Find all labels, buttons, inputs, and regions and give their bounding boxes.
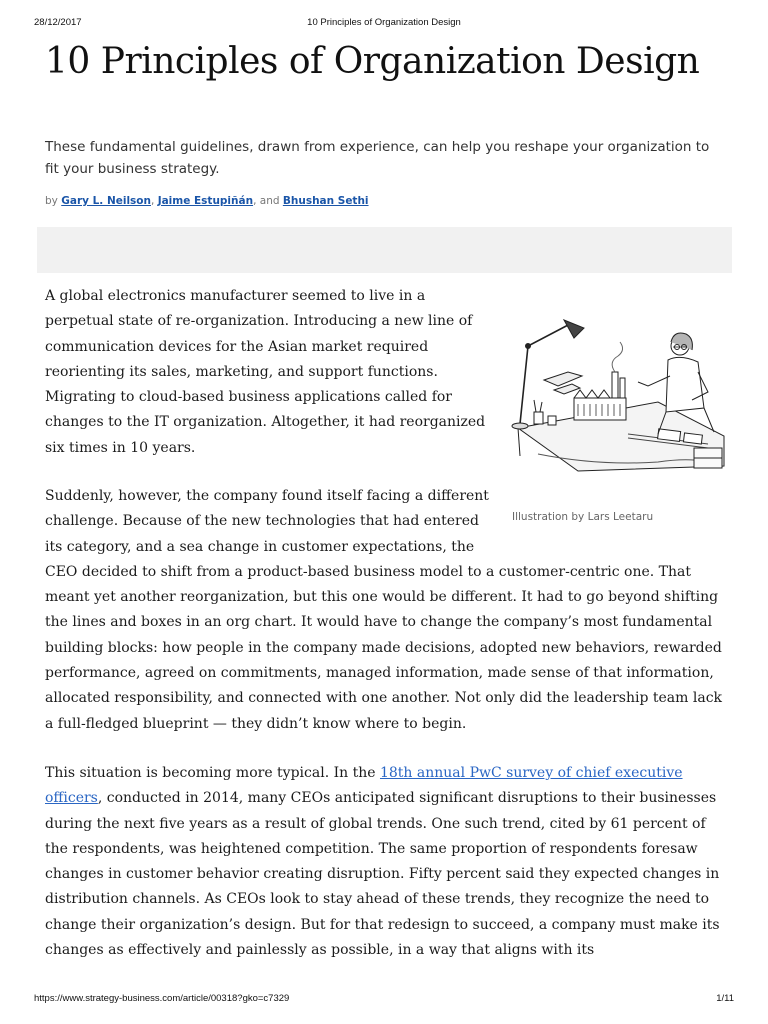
illustration-wrap-space	[490, 484, 730, 559]
article-subtitle: These fundamental guidelines, drawn from experience, can help you reshape your organization to fit your business strategy.	[45, 139, 710, 177]
print-date: 28/12/2017	[34, 17, 82, 28]
print-url: https://www.strategy-business.com/article/00318?gko=c7329	[34, 993, 290, 1004]
print-header	[0, 17, 768, 31]
paragraph-1: A global electronics manufacturer seemed to live in a perpetual state of re-organization. Introducing a new line of communication devices for the Asian market required reorienting its sales, marketing, and support functions. Migrating to cloud-based business applications called for changes to the IT organization. Altogether, it had reorganized six times in 10 years.	[45, 288, 486, 456]
author-link-neilson[interactable]: Gary L. Neilson	[61, 195, 151, 207]
print-footer	[0, 993, 768, 1007]
paragraph-2-text: Suddenly, however, the company found itself facing a different challenge. Because of the new technologies that had entered its category, and a sea change in customer expectations, the CEO decided to shift from a product-based business model to a customer-centric one. That meant yet another reorganization, but this one would be different. It had to go beyond shifting the lines and boxes in an org chart. It would have to change the company’s most fundamental building blocks: how people in the company made decisions, adopted new behaviors, rewarded performance, agreed on commitments, managed information, made sense of that information, allocated responsibility, and connected with one another. Not only did the leadership team lack a full-fledged blueprint — they didn’t know where to begin.	[45, 488, 723, 732]
byline-separator: , and	[253, 195, 280, 207]
byline	[45, 195, 369, 207]
paragraph-2	[45, 484, 730, 737]
byline-prefix: by	[45, 195, 58, 207]
page-number: 1/11	[716, 993, 734, 1004]
article-illustration	[508, 316, 726, 476]
paragraph-3-lead: This situation is becoming more typical. In the	[45, 765, 380, 781]
article-title: 10 Principles of Organization Design	[45, 41, 700, 82]
byline-separator: ,	[151, 195, 155, 207]
paragraph-3-rest: , conducted in 2014, many CEOs anticipated significant disruptions to their businesses during the next five years as a result of global trends. One such trend, cited by 61 percent of the respondents, was heightened competition. The same proportion of respondents foresaw changes in customer behavior creating disruption. Fifty percent said they expected changes in distribution channels. As CEOs look to stay ahead of these trends, they recognize the need to change their organization’s design. But for that redesign to succeed, a company must make its changes as effectively and painlessly as possible, in a way that aligns with its	[45, 790, 720, 959]
illustration-caption: Illustration by Lars Leetaru	[512, 511, 654, 523]
ad-placeholder	[37, 227, 732, 273]
pwc-survey-link[interactable]: 18th annual PwC survey of chief executive officers	[45, 765, 683, 807]
author-link-estupinan[interactable]: Jaime Estupiñán	[157, 195, 254, 207]
paragraph-3	[45, 761, 730, 963]
print-page-title: 10 Principles of Organization Design	[307, 17, 461, 28]
author-link-sethi[interactable]: Bhushan Sethi	[282, 195, 369, 207]
